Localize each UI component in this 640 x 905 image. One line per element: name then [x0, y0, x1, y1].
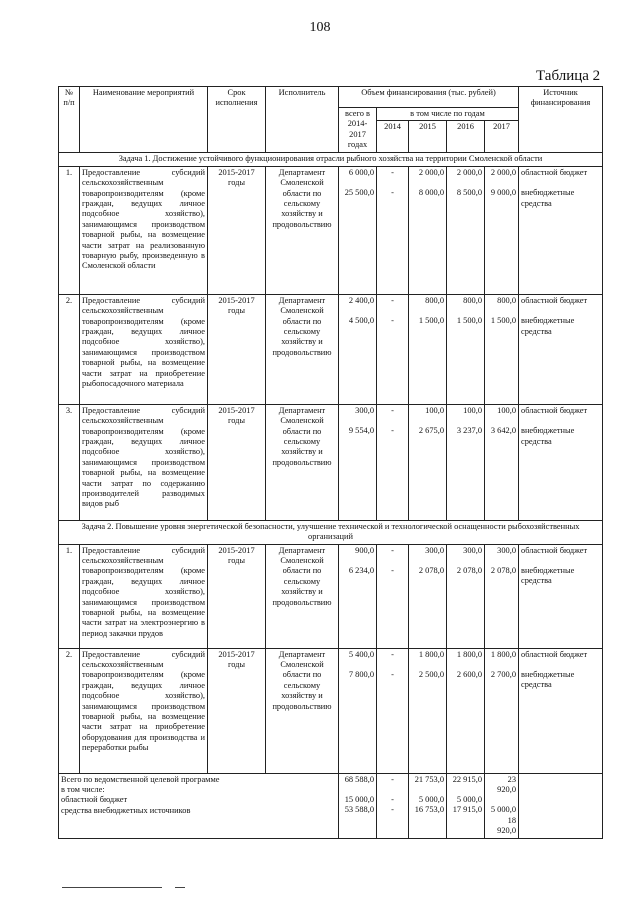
y2014-regional: -	[391, 405, 394, 415]
y2017-extrabudget: 9 000,0	[490, 188, 516, 198]
totals-2017: 23 920,0	[497, 774, 516, 795]
total-extrabudget: 7 800,0	[348, 670, 374, 680]
y2016-regional: 300,0	[463, 545, 482, 555]
totals-2015-extrabudget: 16 753,0	[414, 805, 444, 815]
y2017-regional: 300,0	[497, 545, 516, 555]
measure-name: Предоставление субсидий сельскохозяйственным товаропроизводителям (кроме граждан, ведущих личное подсобное хозяйство), занимающимся производством товарной рыбы, на возмещение части затрат на реализованную товарную рыбу, произведенную в Смоленской области	[80, 166, 208, 294]
y2015-regional: 2 000,0	[418, 167, 444, 177]
measure-name: Предоставление субсидий сельскохозяйственным товаропроизводителям (кроме граждан, ведущих личное подсобное хозяйство), занимающимся производством товарной рыбы, на возмещение части затрат на приобретение рыбопосадочного материала	[80, 294, 208, 404]
totals-row	[59, 773, 603, 838]
y2016-extrabudget: 8 500,0	[456, 188, 482, 198]
totals-2016: 22 915,0	[452, 774, 482, 784]
y2016-regional: 1 800,0	[456, 649, 482, 659]
y2014-extrabudget: -	[391, 426, 394, 436]
totals-total-regional: 15 000,0	[344, 795, 374, 805]
row-number: 2.	[59, 294, 80, 404]
y2016-extrabudget: 2 078,0	[456, 566, 482, 576]
row-number: 1.	[59, 166, 80, 294]
y2017-extrabudget: 2 078,0	[490, 566, 516, 576]
term: 2015-2017 годы	[208, 294, 266, 404]
y2015-extrabudget: 1 500,0	[418, 316, 444, 326]
y2017-regional: 1 800,0	[490, 649, 516, 659]
measure-name: Предоставление субсидий сельскохозяйственным товаропроизводителям (кроме граждан, ведущих личное подсобное хозяйство), занимающимся производством товарной рыбы, на возмещение части затрат на электроэнергию в период закачки прудов	[80, 544, 208, 648]
measure-name: Предоставление субсидий сельскохозяйственным товаропроизводителям (кроме граждан, ведущих личное подсобное хозяйство), занимающимся производством товарной рыбы, на возмещение части затрат по содержанию производителей разводимых видов рыб	[80, 404, 208, 520]
footer-divider	[62, 887, 162, 888]
header-year-2016: 2016	[447, 121, 485, 153]
y2016-regional: 2 000,0	[456, 167, 482, 177]
total-regional: 2 400,0	[348, 295, 374, 305]
header-num: № п/п	[59, 87, 80, 153]
header-executor: Исполнитель	[266, 87, 339, 153]
header-term: Срок исполнения	[208, 87, 266, 153]
source-extrabudget: внебюджетные средства	[521, 316, 575, 336]
y2017-regional: 2 000,0	[490, 167, 516, 177]
financing-table	[58, 86, 603, 839]
totals-regional-label: областной бюджет	[61, 795, 128, 805]
source-regional: областной бюджет	[521, 167, 588, 177]
y2014-extrabudget: -	[391, 670, 394, 680]
y2016-extrabudget: 1 500,0	[456, 316, 482, 326]
table-caption: Таблица 2	[536, 68, 601, 84]
y2017-extrabudget: 3 642,0	[490, 426, 516, 436]
totals-extrabudget-label: средства внебюджетных источников	[61, 805, 191, 815]
y2014-regional: -	[391, 649, 394, 659]
source-regional: областной бюджет	[521, 649, 588, 659]
total-extrabudget: 6 234,0	[348, 566, 374, 576]
source-regional: областной бюджет	[521, 405, 588, 415]
source-extrabudget: внебюджетные средства	[521, 566, 575, 586]
row-number: 3.	[59, 404, 80, 520]
table-row	[59, 404, 603, 520]
header-year-2015: 2015	[409, 121, 447, 153]
source-regional: областной бюджет	[521, 295, 588, 305]
y2014-extrabudget: -	[391, 316, 394, 326]
term: 2015-2017 годы	[208, 404, 266, 520]
totals-2015-regional: 5 000,0	[418, 795, 444, 805]
y2014-regional: -	[391, 295, 394, 305]
y2016-regional: 800,0	[463, 295, 482, 305]
executor: Департамент Смоленской области по сельскому хозяйству и продовольствию	[266, 166, 339, 294]
y2015-extrabudget: 2 500,0	[418, 670, 444, 680]
y2017-extrabudget: 2 700,0	[490, 670, 516, 680]
source-extrabudget: внебюджетные средства	[521, 188, 575, 208]
y2015-regional: 1 800,0	[418, 649, 444, 659]
y2015-regional: 800,0	[425, 295, 444, 305]
totals-including-label: в том числе:	[61, 785, 105, 795]
y2016-extrabudget: 2 600,0	[456, 670, 482, 680]
total-regional: 5 400,0	[348, 649, 374, 659]
executor: Департамент Смоленской области по сельскому хозяйству и продовольствию	[266, 294, 339, 404]
y2014-regional: -	[391, 167, 394, 177]
total-extrabudget: 4 500,0	[348, 316, 374, 326]
header-name: Наименование мероприятий	[80, 87, 208, 153]
total-extrabudget: 25 500,0	[344, 188, 374, 198]
task-1-heading: Задача 1. Достижение устойчивого функционирования отрасли рыбного хозяйства на территории Смоленской области	[59, 153, 603, 166]
page-number: 108	[309, 20, 331, 35]
header-funding: Объем финансирования (тыс. рублей)	[339, 87, 519, 108]
y2017-regional: 800,0	[497, 295, 516, 305]
totals-2016-regional: 5 000,0	[456, 795, 482, 805]
y2016-regional: 100,0	[463, 405, 482, 415]
header-year-2014: 2014	[377, 121, 409, 153]
source-extrabudget: внебюджетные средства	[521, 670, 575, 690]
term: 2015-2017 годы	[208, 648, 266, 773]
table-row	[59, 166, 603, 294]
totals-label: Всего по ведомственной целевой программе	[61, 774, 220, 784]
totals-2015: 21 753,0	[414, 774, 444, 784]
footer-dash	[175, 887, 185, 888]
row-number: 2.	[59, 648, 80, 773]
header-total: всего в 2014-2017 годах	[339, 108, 377, 153]
y2015-extrabudget: 8 000,0	[418, 188, 444, 198]
term: 2015-2017 годы	[208, 544, 266, 648]
executor: Департамент Смоленской области по сельскому хозяйству и продовольствию	[266, 648, 339, 773]
total-regional: 6 000,0	[348, 167, 374, 177]
total-extrabudget: 9 554,0	[348, 426, 374, 436]
total-regional: 300,0	[355, 405, 374, 415]
y2015-regional: 100,0	[425, 405, 444, 415]
totals-2014-extrabudget: -	[391, 805, 394, 815]
totals-total-extrabudget: 53 588,0	[344, 805, 374, 815]
y2015-extrabudget: 2 078,0	[418, 566, 444, 576]
y2014-regional: -	[391, 545, 394, 555]
header-year-2017: 2017	[485, 121, 519, 153]
row-number: 1.	[59, 544, 80, 648]
y2017-extrabudget: 1 500,0	[490, 316, 516, 326]
y2014-extrabudget: -	[391, 188, 394, 198]
totals-2017-extrabudget: 18 920,0	[497, 815, 516, 836]
measure-name: Предоставление субсидий сельскохозяйственным товаропроизводителям (кроме граждан, ведущих личное подсобное хозяйство), занимающимся производством товарной рыбы, на возмещение части затрат на приобретение оборудования для производства и переработки рыбы	[80, 648, 208, 773]
y2015-extrabudget: 2 675,0	[418, 426, 444, 436]
totals-2014: -	[391, 774, 394, 784]
y2016-extrabudget: 3 237,0	[456, 426, 482, 436]
totals-total: 68 588,0	[344, 774, 374, 784]
source-extrabudget: внебюджетные средства	[521, 426, 575, 446]
totals-2014-regional: -	[391, 795, 394, 805]
totals-2016-extrabudget: 17 915,0	[452, 805, 482, 815]
executor: Департамент Смоленской области по сельскому хозяйству и продовольствию	[266, 404, 339, 520]
y2017-regional: 100,0	[497, 405, 516, 415]
total-regional: 900,0	[355, 545, 374, 555]
table-row	[59, 544, 603, 648]
table-row	[59, 294, 603, 404]
task-2-heading: Задача 2. Повышение уровня энергетической безопасности, улучшение технической и технологической оснащенности рыбохозяйственных организаций	[59, 520, 603, 544]
source-regional: областной бюджет	[521, 545, 588, 555]
y2014-extrabudget: -	[391, 566, 394, 576]
header-by-years: в том числе по годам	[377, 108, 519, 121]
y2015-regional: 300,0	[425, 545, 444, 555]
table-row	[59, 648, 603, 773]
term: 2015-2017 годы	[208, 166, 266, 294]
executor: Департамент Смоленской области по сельскому хозяйству и продовольствию	[266, 544, 339, 648]
header-source: Источник финансирования	[519, 87, 603, 153]
totals-2017-regional: 5 000,0	[490, 805, 516, 815]
